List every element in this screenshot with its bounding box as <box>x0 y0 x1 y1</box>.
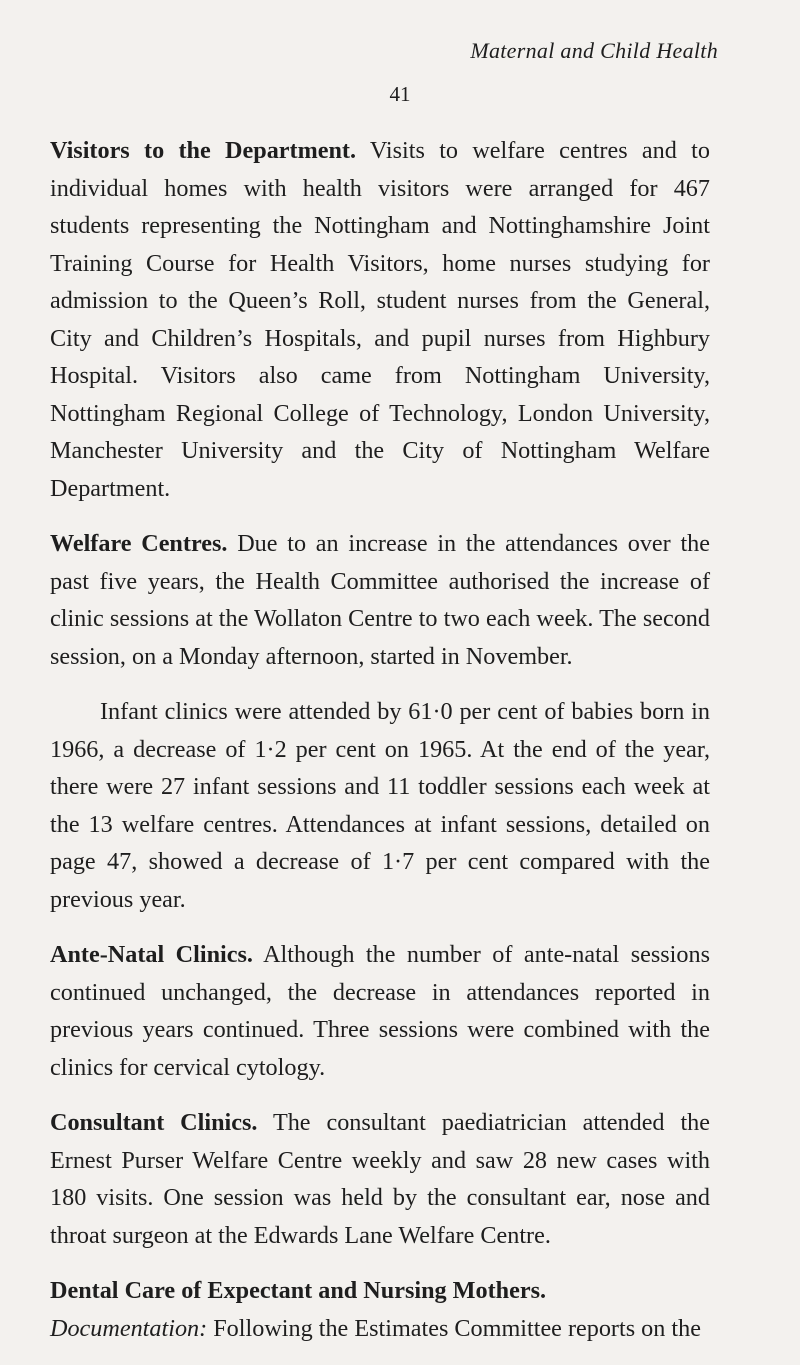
section-heading: Visitors to the Department. <box>50 137 357 164</box>
body-text <box>50 132 710 1365</box>
section-subheading: Documentation: <box>50 1314 208 1342</box>
paragraph-text: The consultant paediatrician attended the Ernest Purser Welfare Centre weekly and saw 28 new cases with 180 visits. One session was held by the consultant ear, nose and throat surgeon at the Edwards Lane Welfare Centre. <box>50 1109 710 1249</box>
paragraph-text: Although the number of ante-natal sessions continued unchanged, the decrease in attendances reported in previous years continued. Three sessions were combined with the clinics for cervical cytology. <box>50 941 710 1081</box>
section-heading: Ante-Natal Clinics. <box>50 941 253 968</box>
section-heading: Consultant Clinics. <box>50 1109 258 1136</box>
page-number: 41 <box>389 82 411 106</box>
paragraph-text: Infant clinics were attended by 61·0 per cent of babies born in 1966, a decrease of 1·2 per cent on 1965. At the end of the year, there were 27 infant sessions and 11 toddler sessions each week at the 13 welfare centres. Attendances at infant sessions, detailed on page 47, showed a decrease of 1·7 per cent compared with the previous year. <box>50 698 710 913</box>
paragraph-ante-natal <box>50 936 710 1086</box>
paragraph-welfare-centres <box>50 525 710 675</box>
paragraph-text: Following the Estimates Committee reports on the <box>213 1314 701 1342</box>
paragraph-dental-care <box>50 1272 710 1347</box>
section-heading: Dental Care of Expectant and Nursing Mothers. <box>50 1277 547 1304</box>
paragraph-infant-clinics <box>50 693 710 918</box>
running-head: Maternal and Child Health <box>470 38 718 63</box>
section-heading: Welfare Centres. <box>50 530 228 557</box>
paragraph-consultant-clinics <box>50 1104 710 1254</box>
paragraph-visitors <box>50 132 710 507</box>
paragraph-text: Visits to welfare centres and to individual homes with health visitors were arranged for 467 students representing the Nottingham and Nottinghamshire Joint Training Course for Health Visitors, home nurses studying for admission to the Queen’s Roll, student nurses from the General, City and Children’s Hospitals, and pupil nurses from Highbury Hospital. Visitors also came from Nottingham University, Nottingham Regional College of Technology, London University, Manchester University and the City of Nottingham Welfare Department. <box>50 137 710 502</box>
paragraph-text: Due to an increase in the attendances over the past five years, the Health Committee authorised the increase of clinic sessions at the Wollaton Centre to two each week. The second session, on a Monday afternoon, started in November. <box>50 530 710 670</box>
